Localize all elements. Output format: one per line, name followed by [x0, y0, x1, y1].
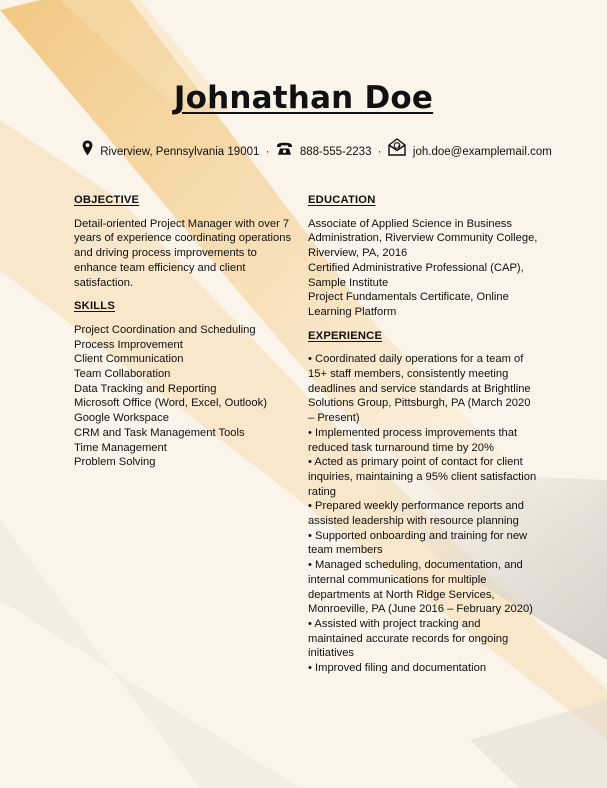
skill-item: Project Coordination and Scheduling [74, 323, 256, 336]
experience-item: • Acted as primary point of contact for client inquiries, maintaining a 95% client satisfaction rating [308, 456, 537, 498]
phone-text: 888-555-2233 [299, 146, 372, 158]
envelope-icon [388, 138, 406, 158]
candidate-name: Johnathan Doe [173, 80, 434, 116]
experience-item: • Assisted with project tracking and maintained accurate records for ongoing initiatives [308, 617, 509, 660]
experience-section [308, 329, 538, 676]
right-column [308, 193, 538, 685]
telephone-icon [276, 142, 293, 158]
skill-item: Google Workspace [74, 412, 169, 425]
experience-heading: EXPERIENCE [308, 329, 383, 342]
experience-item: • Supported onboarding and training for new team members [308, 529, 528, 557]
contact-separator: · [377, 146, 382, 158]
experience-item: • Improved filing and documentation [308, 662, 487, 675]
skills-heading: SKILLS [74, 300, 115, 313]
skill-item: Time Management [74, 441, 167, 454]
map-pin-icon [82, 140, 93, 158]
experience-item: • Prepared weekly performance reports and assisted leadership with resource planning [308, 500, 524, 528]
education-list [308, 217, 538, 320]
experience-item: • Coordinated daily operations for a team of 15+ staff members, consistently meeting deadlines and service standards at Brightline Solutions Group, Pittsburgh, PA (March 2020 – Present) [308, 353, 531, 425]
skill-item: Microsoft Office (Word, Excel, Outlook) [74, 397, 267, 410]
objective-heading: OBJECTIVE [74, 194, 140, 206]
skill-item: Problem Solving [74, 456, 156, 469]
email-link[interactable]: joh.doe@examplemail.com [412, 146, 552, 158]
skill-item: Data Tracking and Reporting [74, 382, 217, 395]
experience-list [308, 352, 538, 675]
experience-item: • Implemented process improvements that reduced task turnaround time by 20% [308, 426, 518, 454]
experience-item: • Managed scheduling, documentation, and internal communications for multiple departments at North Ridge Services, Monroeville, PA (June 2016 – February 2020) [308, 559, 533, 616]
skill-item: CRM and Task Management Tools [74, 426, 245, 439]
contact-separator: · [265, 146, 270, 158]
left-column [74, 193, 302, 479]
objective-text: Detail-oriented Project Manager with over 7 years of experience coordinating operations and driving process improvements to enhance team efficiency and client satisfaction. [74, 217, 292, 289]
education-heading: EDUCATION [308, 194, 376, 206]
skills-list [74, 323, 302, 470]
location-text: Riverview, Pennsylvania 19001 [100, 146, 260, 158]
skills-section [74, 299, 302, 470]
education-section [308, 193, 538, 320]
education-item: Certified Administrative Professional (CAP), Sample Institute [308, 261, 524, 289]
skill-item: Process Improvement [74, 338, 183, 351]
skill-item: Client Communication [74, 353, 184, 366]
education-item: Project Fundamentals Certificate, Online Learning Platform [308, 291, 509, 318]
education-item: Associate of Applied Science in Business Administration, Riverview Community College, Riverview, PA, 2016 [308, 217, 538, 260]
skill-item: Team Collaboration [74, 368, 171, 381]
objective-section [74, 193, 302, 290]
contact-line [82, 138, 552, 158]
